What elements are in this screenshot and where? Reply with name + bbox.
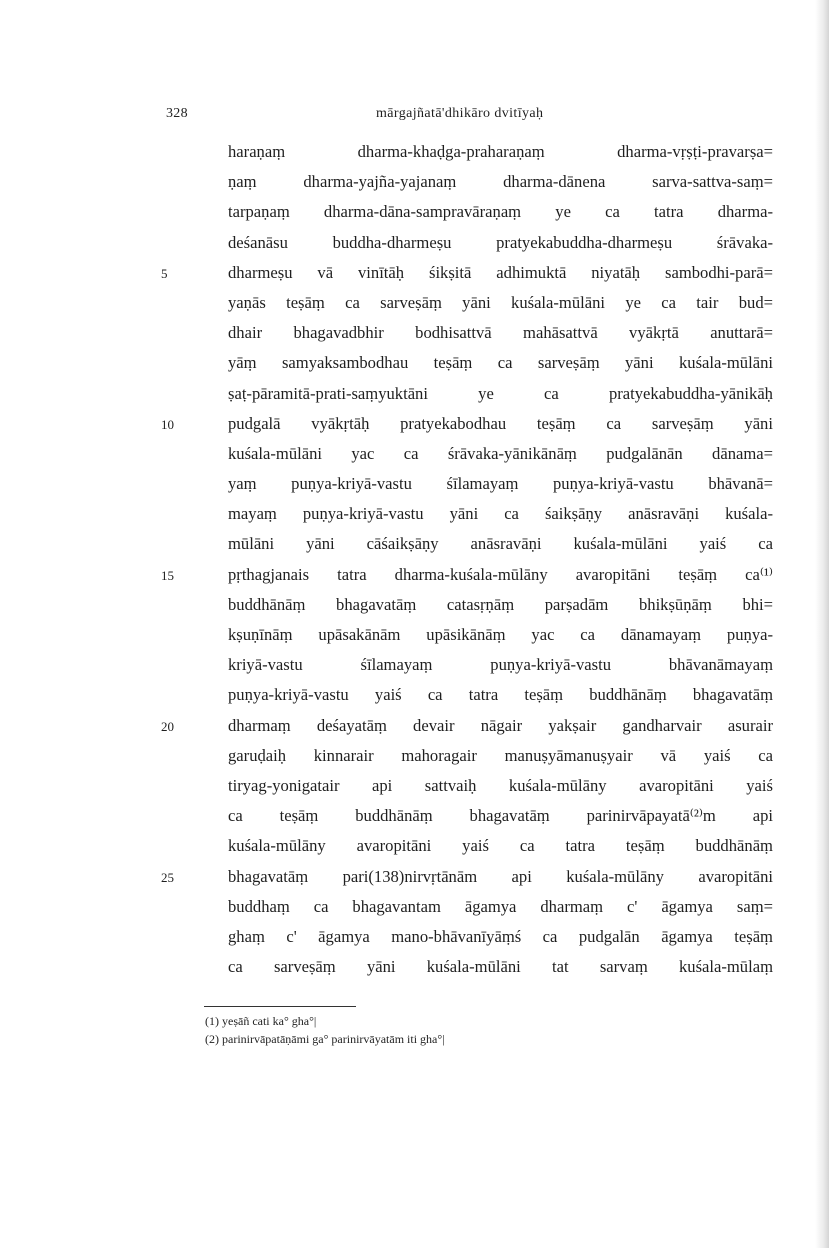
text-line [0,620,829,650]
line-text: kriyā-vastu śīlamayaṃ puṇya-kriyā-vastu bhāvanāmayaṃ [228,655,773,675]
page-header [0,106,829,126]
text-line [0,318,829,348]
line-text: ca teṣāṃ buddhānāṃ bhagavatāṃ parinirvāpayatā⁽²⁾m api [228,806,774,826]
text-line [0,348,829,378]
text-line [0,258,829,288]
text-line [0,862,829,892]
line-text: yaṇās teṣāṃ ca sarveṣāṃ yāni kuśala-mūlāni ye ca tair bud= [228,292,773,312]
text-line [0,952,829,982]
text-line [0,499,829,529]
footnote-1: (1) yeṣāñ cati ka° gha°| [205,1014,317,1028]
line-number: 10 [161,416,174,432]
text-line [0,228,829,258]
text-line [0,771,829,801]
text-line [0,560,829,590]
line-text: kṣuṇīnāṃ upāsakānām upāsikānāṃ yac ca dānamayaṃ puṇya- [228,625,774,644]
line-number: 15 [161,567,174,583]
line-text: dharmeṣu vā vinītāḥ śikṣitā adhimuktā niyatāḥ sambodhi-parā= [228,262,773,282]
line-text: yaṃ puṇya-kriyā-vastu śīlamayaṃ puṇya-kriyā-vastu bhāvanā= [228,474,773,494]
text-line [0,409,829,439]
line-text: pṛthagjanais tatra dharma-kuśala-mūlāny avaropitāni teṣāṃ ca⁽¹⁾ [228,564,773,584]
text-line [0,379,829,409]
footnote-divider [204,1006,356,1007]
text-line [0,801,829,831]
line-text: ca sarveṣāṃ yāni kuśala-mūlāni tat sarvaṃ kuśala-mūlaṃ [228,957,773,977]
line-text: garuḍaiḥ kinnarair mahoragair manuṣyāmanuṣyair vā yaiś ca [228,745,773,765]
text-line [0,469,829,499]
text-line [0,711,829,741]
main-text [0,137,829,982]
line-text: buddhānāṃ bhagavatāṃ catasṛṇāṃ parṣadām bhikṣūṇāṃ bhi= [228,594,774,614]
text-line [0,167,829,197]
text-line [0,680,829,710]
line-text: haraṇaṃ dharma-khaḍga-praharaṇaṃ dharma-vṛṣṭi-pravarṣa= [228,142,774,161]
text-line [0,590,829,620]
line-text: dharmaṃ deśayatāṃ devair nāgair yakṣair gandharvair asurair [228,715,773,735]
text-line [0,529,829,559]
line-text: tarpaṇaṃ dharma-dāna-sampravāraṇaṃ ye ca tatra dharma- [228,202,773,222]
running-title: mārgajñatā'dhikāro dvitīyaḥ [376,106,544,121]
line-text: tiryag-yonigatair api sattvaiḥ kuśala-mūlāny avaropitāni yaiś [228,775,773,795]
text-line [0,439,829,469]
line-text: ṇaṃ dharma-yajña-yajanaṃ dharma-dānena sarva-sattva-saṃ= [228,172,774,192]
line-text: ghaṃ c' āgamya mano-bhāvanīyāṃś ca pudgalān āgamya teṣāṃ [228,926,773,946]
text-line [0,741,829,771]
footnotes [205,1012,445,1048]
line-text: pudgalā vyākṛtāḥ pratyekabodhau teṣāṃ ca sarveṣāṃ yāni [228,413,773,433]
text-line [0,922,829,952]
line-text: bhagavatāṃ pari(138)nirvṛtānām api kuśala-mūlāny avaropitāni [228,866,773,886]
line-text: buddhaṃ ca bhagavantam āgamya dharmaṃ c' āgamya saṃ= [228,896,773,916]
text-line [0,197,829,227]
text-line [0,650,829,680]
text-line [0,831,829,861]
line-number: 5 [161,265,168,281]
line-text: puṇya-kriyā-vastu yaiś ca tatra teṣāṃ buddhānāṃ bhagavatāṃ [228,685,774,705]
line-number: 25 [161,869,174,885]
line-text: mayaṃ puṇya-kriyā-vastu yāni ca śaikṣāṇy anāsravāṇi kuśala- [228,504,773,524]
line-text: yāṃ samyaksambodhau teṣāṃ ca sarveṣāṃ yāni kuśala-mūlāni [228,353,773,373]
text-line [0,137,829,167]
line-text: ṣaṭ-pāramitā-prati-saṃyuktāni ye ca pratyekabuddha-yānikāḥ [228,383,773,403]
footnote-2: (2) parinirvāpatāṇāmi ga° parinirvāyatām iti gha°| [205,1032,445,1046]
line-text: kuśala-mūlāni yac ca śrāvaka-yānikānāṃ pudgalānān dānama= [228,443,773,463]
text-line [0,892,829,922]
line-text: deśanāsu buddha-dharmeṣu pratyekabuddha-dharmeṣu śrāvaka- [228,232,774,252]
page-number: 328 [166,106,188,121]
line-text: mūlāni yāni cāśaikṣāṇy anāsravāṇi kuśala-mūlāni yaiś ca [228,534,773,554]
line-text: dhair bhagavadbhir bodhisattvā mahāsattvā vyākṛtā anuttarā= [228,323,773,343]
line-text: kuśala-mūlāny avaropitāni yaiś ca tatra teṣāṃ buddhānāṃ [228,836,773,856]
text-line [0,288,829,318]
line-number: 20 [161,718,174,734]
